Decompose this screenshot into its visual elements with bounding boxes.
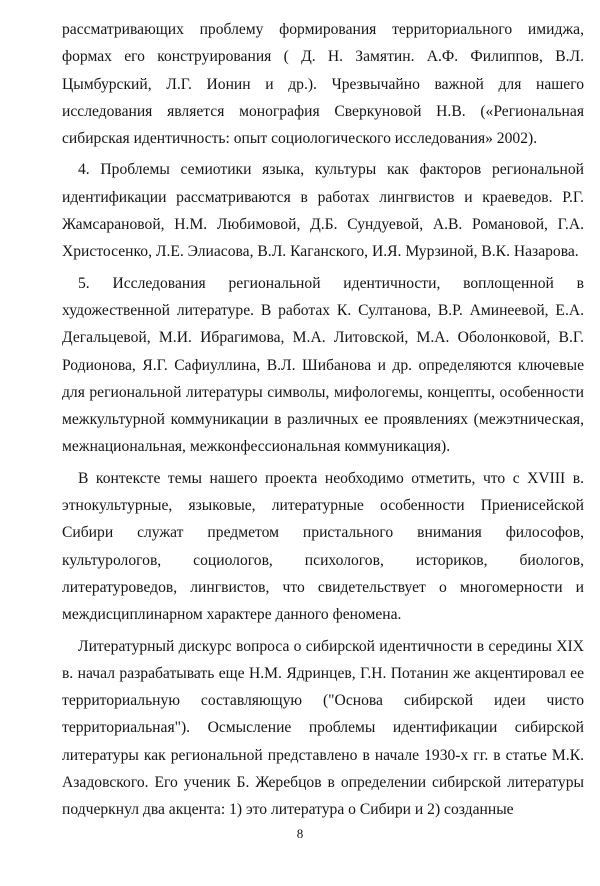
paragraph-item-5: 5. Исследования региональной идентичности, воплощенной в художественной литературе. В работах К. Султанова, В.Р. Аминеевой, Е.А. Дегальцевой, М.И. Ибрагимова, М.А. Литовской, М.А. Оболонковой, В.Г. Родионова, Я.Г. Сафиуллина, В.Л. Шибанова и др. определяются ключевые для региональной литературы символы, мифологемы, концепты, особенности межкультурной коммуникации в различных ее проявлениях (межэтническая, межнациональная, межконфессиональная коммуникация). bbox=[62, 274, 584, 456]
paragraph-item-4: 4. Проблемы семиотики языка, культуры как факторов региональной идентификации рассматриваются в работах лингвистов и краеведов. Р.Г. Жамсарановой, Н.М. Любимовой, Д.Б. Сундуевой, А.В. Романовой, Г.А. Христосенко, Л.Е. Элиасова, В.Л. Каганского, И.Я. Мурзиной, В.К. Назарова. bbox=[62, 161, 584, 261]
paragraph-context: В контексте темы нашего проекта необходимо отметить, что с XVIII в. этнокультурные, языковые, литературные особенности Приенисейской Сибири служат предметом пристального внимания философов, культурологов, социологов, психологов, историков, биологов, литературоведов, лингвистов, что свидетельствует о многомерности и междисциплинарном характере данного феномена. bbox=[62, 469, 584, 624]
page-number: 8 bbox=[296, 826, 304, 841]
paragraph-continuation: рассматривающих проблему формирования территориального имиджа, формах его конструирования ( Д. Н. Замятин. А.Ф. Филиппов, В.Л. Цымбурский, Л.Г. Ионин и др.). Чрезвычайно важной для нашего исследования является монография Сверкуновой Н.В. («Региональная сибирская идентичность: опыт социологического исследования» 2002). bbox=[62, 21, 584, 148]
paragraph-literary-discourse: Литературный дискурс вопроса о сибирской идентичности в середины XIX в. начал разрабатывать еще Н.М. Ядринцев, Г.Н. Потанин же акцентировал ее территориальную составляющую ("Основа сибирской идеи чисто территориальная"). Осмысление проблемы идентификации сибирской литературы как региональной представлено в начале 1930-х гг. в статье М.К. Азадовского. Его ученик Б. Жеребцов в определении сибирской литературы подчеркнул два акцента: 1) это литература о Сибири и 2) созданные bbox=[62, 637, 584, 819]
body-text bbox=[62, 16, 584, 824]
